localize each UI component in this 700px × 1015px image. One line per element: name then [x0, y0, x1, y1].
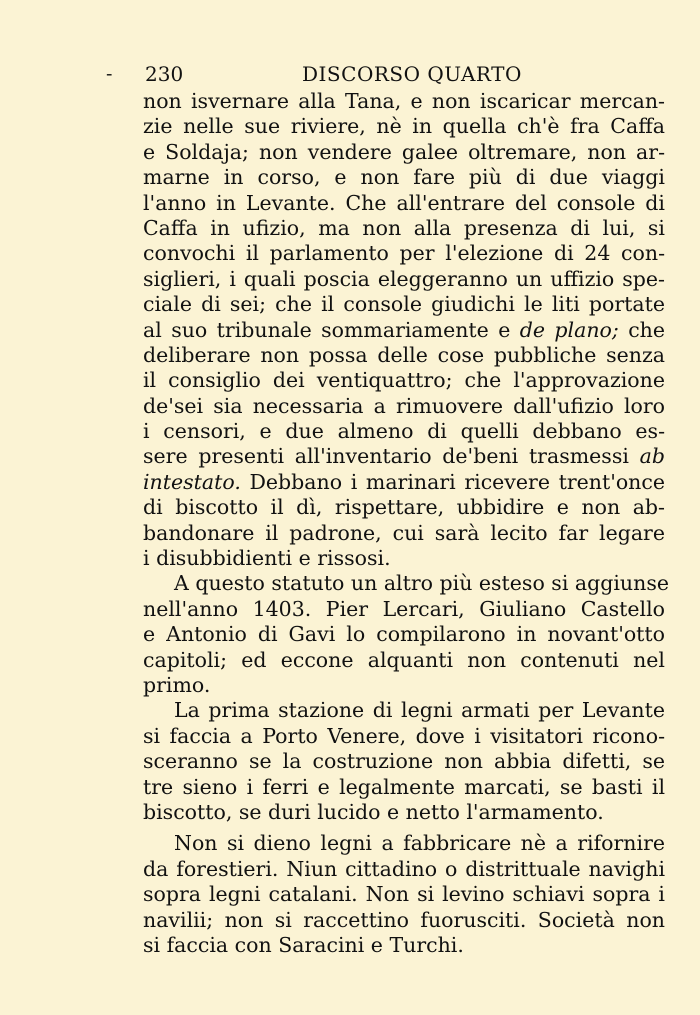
text-line: nell'anno 1403. Pier Lercari, Giuliano Castello: [143, 596, 665, 621]
running-head: DISCORSO QUARTO: [302, 62, 522, 86]
text-line: capitoli; ed eccone alquanti non contenuti nel: [143, 647, 665, 672]
text-line: l'anno in Levante. Che all'entrare del console di: [143, 190, 665, 215]
text-line: non isvernare alla Tana, e non iscaricar mercan-: [143, 89, 665, 113]
text-line: navilii; non si raccettino fuorusciti. Società non: [143, 907, 665, 932]
italic-text: ab: [639, 444, 665, 469]
text-line: si faccia a Porto Venere, dove i visitatori ricono-: [143, 723, 665, 748]
text-line: ciale di sei; che il console giudichi le liti portate: [143, 292, 665, 317]
italic-text: intestato.: [143, 469, 241, 494]
text-line: primo.: [143, 672, 211, 697]
text-line: Non si dieno legni a fabbricare nè a rifornire: [174, 831, 665, 856]
body-text: [143, 89, 669, 958]
text-line: i censori, e due almeno di quelli debbano es-: [143, 419, 665, 444]
text-line: tre sieno i ferri e legalmente marcati, se basti il: [143, 774, 665, 799]
text-line: di biscotto il dì, rispettare, ubbidire e non ab-: [143, 495, 665, 520]
text-line: intestato. Debbano i marinari ricevere trent'once: [143, 469, 665, 494]
paragraph: [143, 698, 665, 825]
paragraph: [143, 571, 669, 698]
text-line: sere presenti all'inventario de'beni trasmessi ab: [143, 444, 665, 469]
text-line: deliberare non possa delle cose pubbliche senza: [143, 342, 665, 367]
text-line: de'sei sia necessaria a rimuovere dall'ufizio loro: [143, 393, 665, 418]
text-line: A questo statuto un altro più esteso si aggiunse: [174, 571, 669, 596]
text-line: Caffa in ufizio, ma non alla presenza di lui, si: [143, 215, 665, 240]
text-line: al suo tribunale sommariamente e de plano; che: [143, 317, 666, 342]
text-line: e Antonio di Gavi lo compilarono in novant'otto: [143, 622, 665, 647]
text-line: biscotto, se duri lucido e netto l'armamento.: [143, 799, 604, 824]
text-line: sceranno se la costruzione non abbia difetti, se: [143, 749, 665, 774]
text-line: bandonare il padrone, cui sarà lecito far legare: [143, 520, 665, 545]
text-line: i disubbidienti e rissosi.: [143, 546, 391, 571]
text-line: convochi il parlamento per l'elezione di 24 con-: [143, 241, 665, 266]
text-line: si faccia con Saracini e Turchi.: [143, 932, 464, 957]
text-line: da forestieri. Niun cittadino o distrittuale navighi: [143, 856, 665, 881]
text-line: sopra legni catalani. Non si levino schiavi sopra i: [143, 882, 665, 907]
page-number: 230: [145, 62, 184, 86]
italic-text: de plano;: [519, 317, 619, 342]
text-line: e Soldaja; non vendere galee oltremare, non ar-: [143, 139, 665, 164]
text-line: zie nelle sue riviere, nè in quella ch'è fra Caffa: [143, 114, 665, 139]
margin-dash: -: [106, 63, 113, 85]
text-line: siglieri, i quali poscia eleggeranno un uffizio spe-: [143, 266, 665, 291]
text-line: il consiglio dei ventiquattro; che l'approvazione: [143, 368, 665, 393]
paragraph: [143, 89, 665, 571]
text-line: La prima stazione di legni armati per Levante: [174, 698, 665, 723]
paragraph: [143, 831, 665, 958]
text-line: marne in corso, e non fare più di due viaggi: [143, 165, 665, 190]
